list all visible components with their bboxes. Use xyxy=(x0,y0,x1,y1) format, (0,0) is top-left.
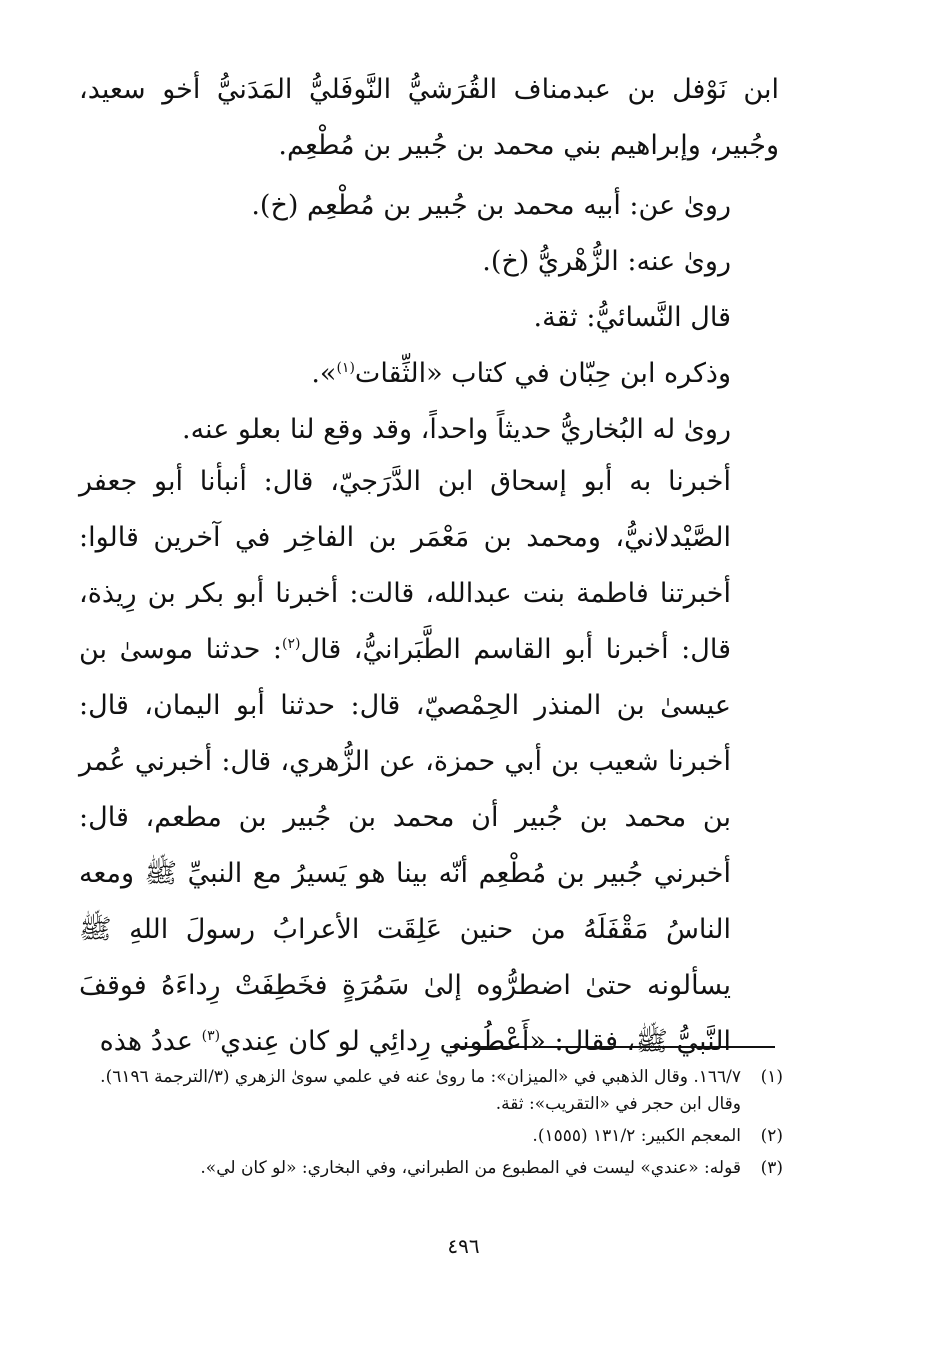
ibn-hibban-close: ». xyxy=(311,358,337,389)
nasai-opinion-line: قال النَّسائيُّ: ثقة. xyxy=(533,302,731,333)
isnad-text xyxy=(79,454,779,1070)
footnote-1 xyxy=(73,1064,783,1118)
footnote-divider xyxy=(450,1046,775,1048)
bukhari-line: روىٰ له البُخاريُّ حديثاً واحداً، وقد وقع لنا بعلو عنه. xyxy=(181,414,731,445)
isnad-part-1: أخبرنا به أبو إسحاق ابن الدَّرَجيّ، قال: أنبأنا أبو جعفر الصَّيْدلانيُّ، ومحمد بن مَعْمَر بن الفاخِر في آخرين قالوا: أخبرتنا فاطمة بنت عبدالله، قالت: أخبرنا أبو بكر بن رِيذة، قال: أخبرنا أبو القاسم الطَّبَرانيُّ، قال xyxy=(79,466,731,665)
footnote-text: ١٦٦/٧. وقال الذهبي في «الميزان»: ما روىٰ عنه في علمي سوىٰ الزهري (٣/الترجمة ٦١٩٦). وقال ابن حجر في «التقريب»: ثقة. xyxy=(100,1067,741,1114)
footnote-marker-3: (٣) xyxy=(201,1028,221,1044)
isnad-part-3: عددُ هذه xyxy=(99,1026,202,1057)
footnote-2 xyxy=(73,1123,783,1150)
footnote-marker-2: (٢) xyxy=(282,636,301,652)
intro-paragraph xyxy=(79,62,779,174)
footnote-number: (٣) xyxy=(760,1158,783,1178)
ibn-hibban-text: وذكره ابن حِبّان في كتاب «الثِّقات xyxy=(354,358,731,389)
footnote-number: (١) xyxy=(760,1067,783,1087)
isnad-part-2: : حدثنا موسىٰ بن عيسىٰ بن المنذر الحِمْصيّ، قال: حدثنا أبو اليمان، قال: أخبرنا شعيب بن أبي حمزة، عن الزُّهري، قال: أخبرني عُمر بن محمد بن جُبير أن محمد بن جُبير بن مطعم، قال: أخبرني جُبير بن مُطْعِم أنّه بينا هو يَسيرُ مع النبيِّ ﷺ ومعه الناسُ مَقْفَلَهُ من حنين عَلِقَت الأعرابُ رسولَ اللهِ ﷺ يسألونه حتىٰ اضطرُّوه إلىٰ سَمُرَةٍ فخَطِفَتْ رِداءَهُ فوقفَ النَّبيُّ ﷺ، فقال: «أَعْطُوني رِدائِي لو كان عِندي xyxy=(79,634,731,1057)
footnote-text: قوله: «عندي» ليست في المطبوع من الطبراني، وفي البخاري: «لو كان لي». xyxy=(200,1158,741,1178)
footnote-3 xyxy=(73,1155,783,1182)
footnote-text: المعجم الكبير: ١٣١/٢ (١٥٥٥). xyxy=(532,1126,741,1146)
footnote-marker-1: (١) xyxy=(336,360,355,376)
biography-entries xyxy=(79,178,779,458)
isnad-paragraph xyxy=(79,454,779,1070)
page-number: ٤٩٦ xyxy=(447,1234,480,1258)
ibn-hibban-line xyxy=(79,346,779,402)
narrated-by-line: روىٰ عنه: الزُّهْريُّ (خ). xyxy=(482,246,731,277)
footnote-number: (٢) xyxy=(760,1126,783,1146)
footnotes xyxy=(73,1064,783,1187)
narrated-from-line: روىٰ عن: أبيه محمد بن جُبير بن مُطْعِم (خ). xyxy=(251,190,731,221)
intro-text: ابن نَوْفل بن عبدمناف القُرَشيُّ النَّوفَليُّ المَدَنيُّ أخو سعيد، وجُبير، وإبراهيم بني محمد بن جُبير بن مُطْعِم. xyxy=(79,74,779,161)
